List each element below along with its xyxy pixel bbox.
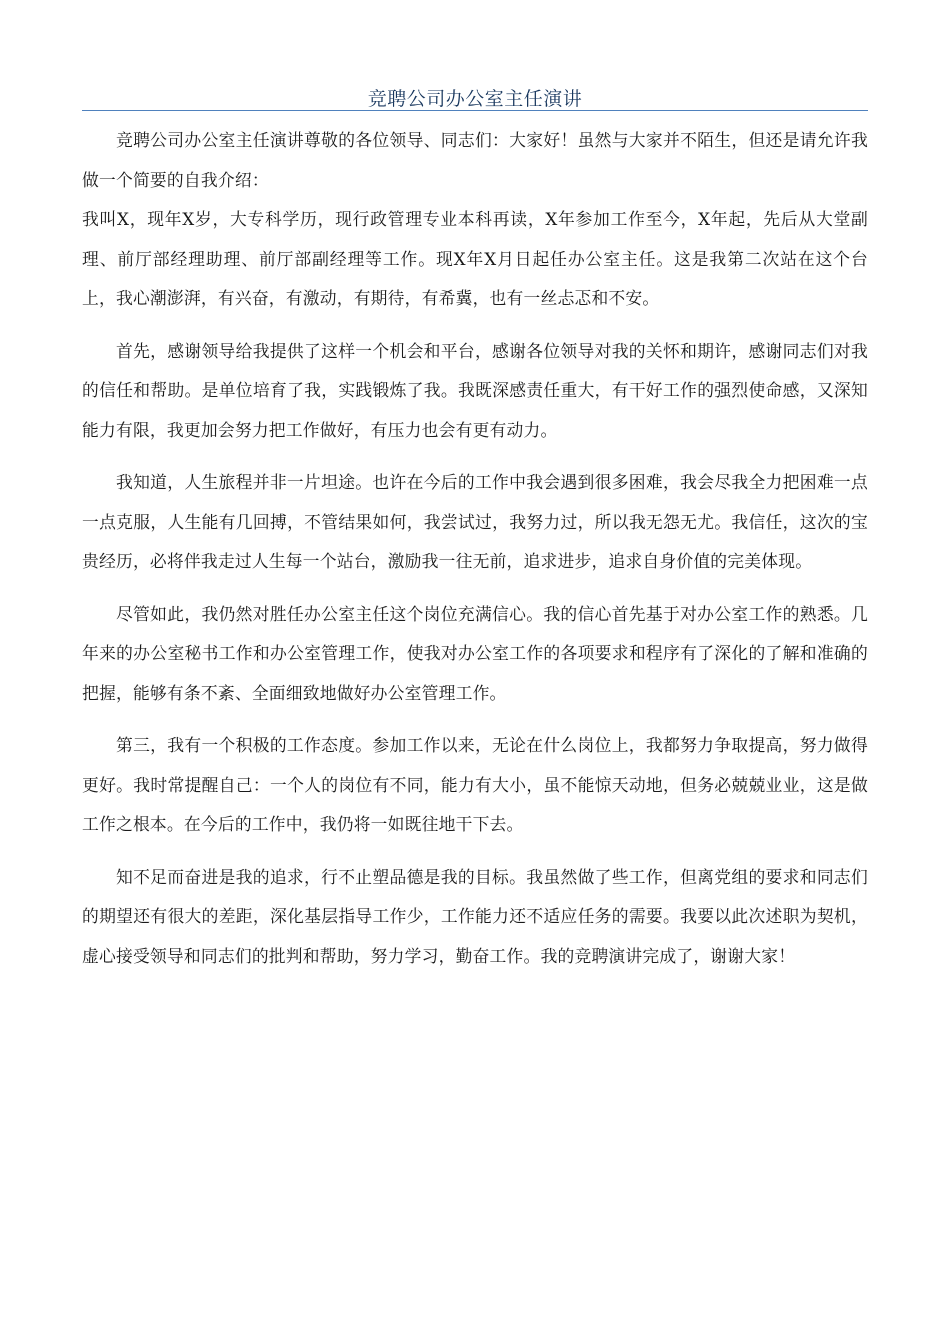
paragraph-self-intro: 我叫X，现年X岁，大专科学历，现行政管理专业本科再读，X年参加工作至今，X年起，先后从大堂副理、前厅部经理助理、前厅部副经理等工作。现X年X月日起任办公室主任。这是我第二次站在这个台上，我心潮澎湃，有兴奋，有激动，有期待，有希冀，也有一丝忐忑和不安。 — [82, 209, 868, 308]
paragraph-closing: 知不足而奋进是我的追求，行不止塑品德是我的目标。我虽然做了些工作，但离党组的要求和同志们的期望还有很大的差距，深化基层指导工作少，工作能力还不适应任务的需要。我要以此次述职为契机，虚心接受领导和同志们的批判和帮助，努力学习，勤奋工作。我的竞聘演讲完成了，谢谢大家！ — [82, 866, 868, 966]
paragraph-confidence: 尽管如此，我仍然对胜任办公室主任这个岗位充满信心。我的信心首先基于对办公室工作的熟悉。几年来的办公室秘书工作和办公室管理工作，使我对办公室工作的各项要求和程序有了深化的了解和准确的把握，能够有条不紊、全面细致地做好办公室管理工作。 — [82, 603, 868, 703]
paragraph-attitude: 第三，我有一个积极的工作态度。参加工作以来，无论在什么岗位上，我都努力争取提高，努力做得更好。我时常提醒自己：一个人的岗位有不同，能力有大小，虽不能惊天动地，但务必兢兢业业，这是做工作之根本。在今后的工作中，我仍将一如既往地干下去。 — [82, 735, 868, 834]
paragraph-greeting: 竞聘公司办公室主任演讲尊敬的各位领导、同志们：大家好！虽然与大家并不陌生，但还是请允许我做一个简要的自我介绍： — [82, 130, 868, 190]
paragraph-journey: 我知道，人生旅程并非一片坦途。也许在今后的工作中我会遇到很多困难，我会尽我全力把困难一点一点克服，人生能有几回搏，不管结果如何，我尝试过，我努力过，所以我无怨无尤。我信任，这次的宝贵经历，必将伴我走过人生每一个站台，激励我一往无前，追求进步，追求自身价值的完美体现。 — [82, 472, 868, 571]
page-title: 竞聘公司办公室主任演讲 — [367, 88, 583, 110]
document-body — [82, 121, 868, 976]
paragraph-thanks: 首先，感谢领导给我提供了这样一个机会和平台，感谢各位领导对我的关怀和期许，感谢同志们对我的信任和帮助。是单位培育了我，实践锻炼了我。我既深感责任重大，有干好工作的强烈使命感，又深知能力有限，我更加会努力把工作做好，有压力也会有更有动力。 — [82, 340, 868, 440]
page-header — [82, 78, 868, 111]
